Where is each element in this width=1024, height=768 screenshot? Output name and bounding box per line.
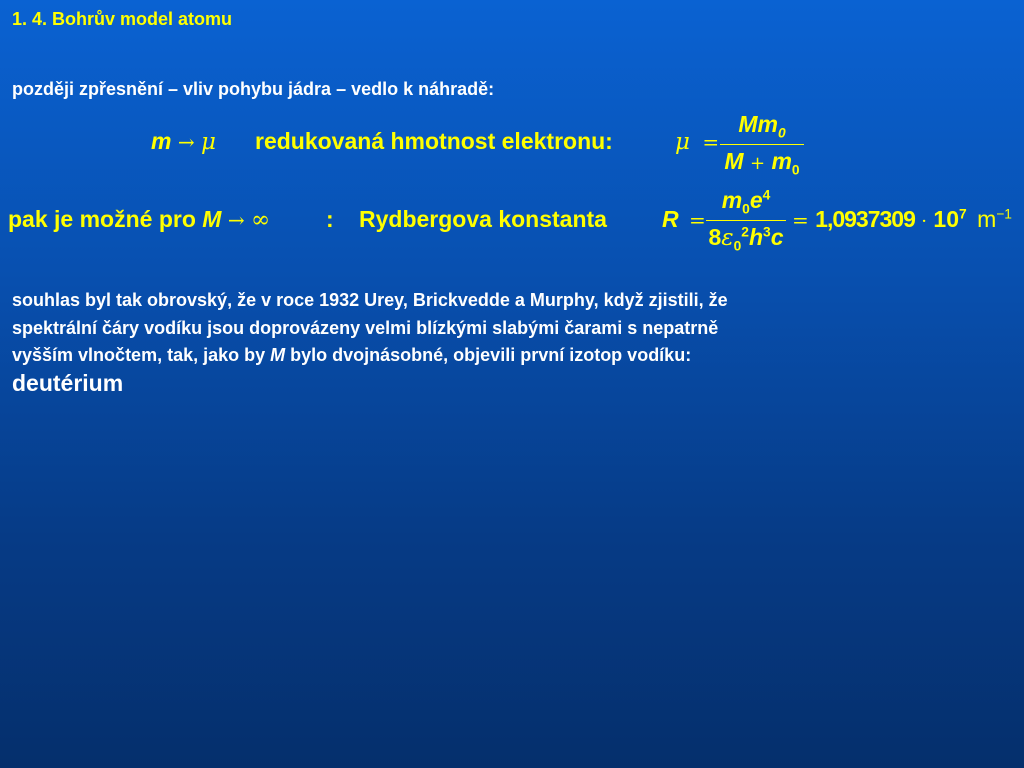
equals-sign: = [702,130,720,154]
rydberg-denominator [706,224,786,254]
mu-symbol: μ [201,129,216,155]
rydberg-fraction-bar [706,220,786,221]
den-epsilon: ε [721,224,734,251]
num-e-sup: 4 [762,187,771,203]
infinity-symbol: ∞ [250,207,271,233]
para-line-1: souhlas byl tak obrovský, že v roce 1932 Urey, Brickvedde a Murphy, když zjistili, že [12,290,728,310]
equals-sign-2: = [689,208,706,232]
rydberg-prefix: pak je možné pro [8,206,196,232]
reduced-mass-label: redukovaná hmotnost elektronu: [255,128,613,154]
m-symbol: m [151,128,172,154]
den-h: h [748,223,764,250]
arrow-icon-2: → [227,208,245,232]
den-c: c [770,223,784,250]
colon: : [326,206,334,232]
mu-equation-lhs [675,128,719,155]
fraction-numerator [720,111,804,141]
intro-text: později zpřesnění – vliv pohybu jádra – vedlo k náhradě: [12,79,495,99]
den-eps-sup: 2 [741,223,749,239]
para-line-2: spektrální čáry vodíku jsou doprovázeny velmi blízkými slabými čarami s nepatrně [12,317,719,338]
rydberg-lhs [662,206,706,233]
R-symbol: R [662,206,679,232]
denominator-sub: 0 [791,162,800,178]
para-line-3-b: bylo dvojnásobné, objevili první izotop vodíku: [290,345,692,365]
den-eps-sub: 0 [733,238,742,254]
deuterium-term: deutérium [12,370,124,396]
num-e: e [749,187,763,213]
substitution-m-mu [151,128,216,155]
para-line-3-a: vyšším vlnočtem, tak, jako by [12,345,266,365]
arrow-icon: → [177,130,195,154]
mu-lhs: μ [675,129,690,155]
para-line-3 [12,342,1012,370]
rydberg-label: Rydbergova konstanta [359,206,607,232]
rydberg-condition [8,206,270,233]
den-h-sup: 3 [763,223,771,239]
ten-exponent: 7 [959,206,967,222]
equals-sign-3: = [792,208,809,232]
denominator-M: M [724,147,744,174]
deuterium-paragraph [12,287,1012,370]
rydberg-fraction [706,187,786,253]
rydberg-number: 1,0937309 [815,206,915,232]
reduced-mass-fraction [720,111,804,177]
denominator-m: m [771,147,792,174]
fraction-denominator [720,148,804,178]
numerator-Mm: Mm [738,111,778,137]
rydberg-numerator [706,187,786,217]
ten-base: 10 [933,206,959,232]
den-8: 8 [708,223,722,250]
num-m: m [721,187,743,213]
unit-exponent: −1 [996,206,1012,222]
num-m-sub: 0 [742,201,750,217]
slide-title: 1. 4. Bohrův model atomu [12,9,233,29]
para-M-symbol: M [270,345,286,365]
multiply-dot: · [921,211,928,232]
rydberg-value [792,206,1012,233]
numerator-sub: 0 [777,125,786,141]
unit-m: m [977,206,997,232]
plus-sign: + [749,152,766,174]
M-symbol: M [202,206,222,232]
fraction-bar [720,144,804,145]
